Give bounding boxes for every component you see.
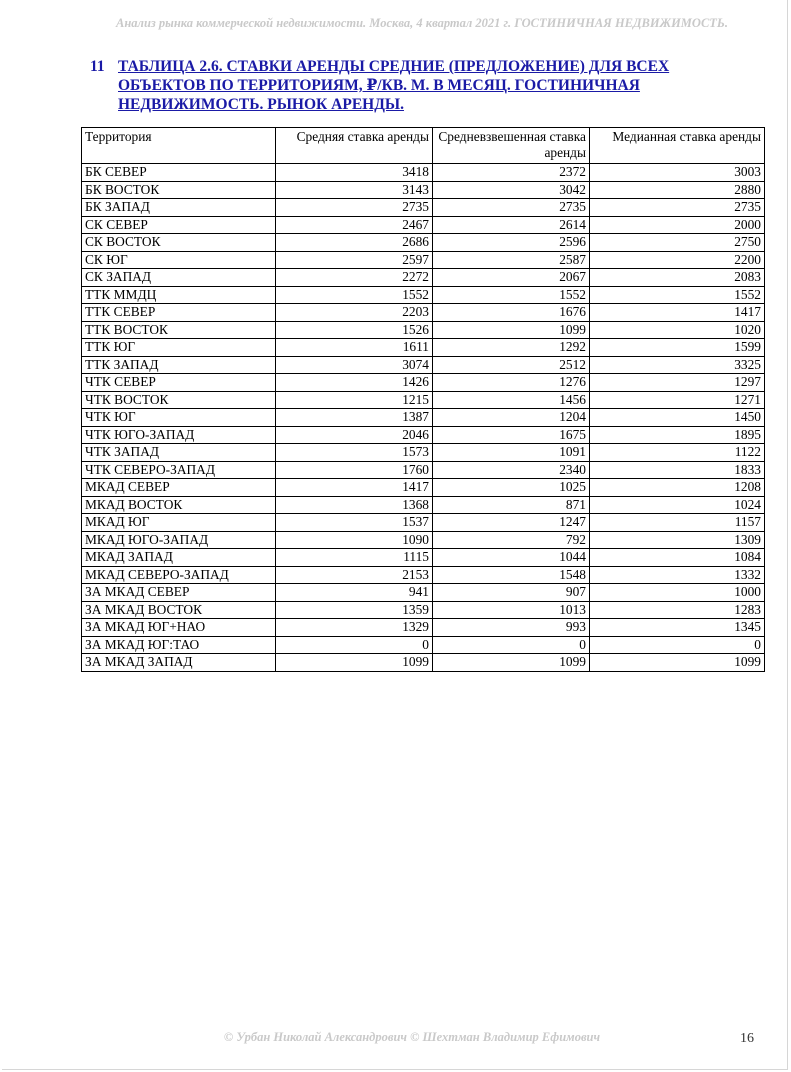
cell-average-rate: 1573	[276, 444, 433, 462]
cell-median-rate: 1450	[590, 409, 765, 427]
cell-median-rate: 1157	[590, 514, 765, 532]
cell-territory: ЧТК ЮГО-ЗАПАД	[82, 426, 276, 444]
table-row	[82, 251, 765, 269]
cell-weighted-rate: 1204	[433, 409, 590, 427]
cell-territory: БК ВОСТОК	[82, 181, 276, 199]
section-number: 11	[90, 58, 105, 75]
cell-weighted-rate: 1676	[433, 304, 590, 322]
cell-weighted-rate: 2512	[433, 356, 590, 374]
table-row	[82, 339, 765, 357]
cell-territory: СК ВОСТОК	[82, 234, 276, 252]
cell-territory: ЧТК ЗАПАД	[82, 444, 276, 462]
footer-copyright: © Урбан Николай Александрович © Шехтман Владимир Ефимович	[223, 1030, 601, 1044]
table-row	[82, 321, 765, 339]
cell-median-rate: 2735	[590, 199, 765, 217]
cell-median-rate: 1417	[590, 304, 765, 322]
table-row	[82, 426, 765, 444]
cell-territory: БК ЗАПАД	[82, 199, 276, 217]
cell-weighted-rate: 1099	[433, 654, 590, 672]
cell-average-rate: 2046	[276, 426, 433, 444]
page	[2, 0, 788, 1070]
cell-weighted-rate: 2340	[433, 461, 590, 479]
cell-median-rate: 1000	[590, 584, 765, 602]
cell-average-rate: 1426	[276, 374, 433, 392]
table-row	[82, 356, 765, 374]
table-row	[82, 216, 765, 234]
table-row	[82, 636, 765, 654]
column-header-average-rate: Средняя ставка аренды	[276, 128, 433, 164]
cell-weighted-rate: 2596	[433, 234, 590, 252]
cell-median-rate: 0	[590, 636, 765, 654]
cell-territory: ЗА МКАД ЗАПАД	[82, 654, 276, 672]
table-row	[82, 479, 765, 497]
cell-median-rate: 2200	[590, 251, 765, 269]
cell-weighted-rate: 1013	[433, 601, 590, 619]
cell-average-rate: 1611	[276, 339, 433, 357]
table-row	[82, 461, 765, 479]
cell-weighted-rate: 1091	[433, 444, 590, 462]
cell-median-rate: 1208	[590, 479, 765, 497]
table-row	[82, 391, 765, 409]
cell-average-rate: 1368	[276, 496, 433, 514]
cell-territory: ЧТК ВОСТОК	[82, 391, 276, 409]
cell-average-rate: 941	[276, 584, 433, 602]
cell-territory: ТТК СЕВЕР	[82, 304, 276, 322]
cell-average-rate: 3418	[276, 164, 433, 182]
cell-median-rate: 1332	[590, 566, 765, 584]
table-row	[82, 601, 765, 619]
cell-median-rate: 2880	[590, 181, 765, 199]
cell-median-rate: 1345	[590, 619, 765, 637]
table-row	[82, 164, 765, 182]
cell-territory: ЧТК СЕВЕРО-ЗАПАД	[82, 461, 276, 479]
cell-weighted-rate: 1247	[433, 514, 590, 532]
cell-average-rate: 2203	[276, 304, 433, 322]
cell-median-rate: 1297	[590, 374, 765, 392]
cell-weighted-rate: 0	[433, 636, 590, 654]
cell-median-rate: 1122	[590, 444, 765, 462]
cell-weighted-rate: 1552	[433, 286, 590, 304]
table-row	[82, 374, 765, 392]
cell-weighted-rate: 2735	[433, 199, 590, 217]
cell-average-rate: 1115	[276, 549, 433, 567]
cell-territory: МКАД СЕВЕРО-ЗАПАД	[82, 566, 276, 584]
cell-weighted-rate: 1456	[433, 391, 590, 409]
cell-weighted-rate: 1548	[433, 566, 590, 584]
cell-average-rate: 2597	[276, 251, 433, 269]
cell-average-rate: 2272	[276, 269, 433, 287]
cell-average-rate: 1526	[276, 321, 433, 339]
cell-weighted-rate: 1292	[433, 339, 590, 357]
cell-territory: ТТК ММДЦ	[82, 286, 276, 304]
section-title-text: ТАБЛИЦА 2.6. СТАВКИ АРЕНДЫ СРЕДНИЕ (ПРЕДЛОЖЕНИЕ) ДЛЯ ВСЕХ ОБЪЕКТОВ ПО ТЕРРИТОРИЯМ, ₽/КВ. М. В МЕСЯЦ. ГОСТИНИЧНАЯ НЕДВИЖИМОСТЬ. РЫНОК АРЕНДЫ.	[118, 58, 670, 113]
cell-weighted-rate: 3042	[433, 181, 590, 199]
cell-weighted-rate: 1276	[433, 374, 590, 392]
column-header-weighted-rate: Средневзвешенная ставка аренды	[433, 128, 590, 164]
table-row	[82, 549, 765, 567]
cell-territory: ЗА МКАД ЮГ+НАО	[82, 619, 276, 637]
cell-average-rate: 1329	[276, 619, 433, 637]
cell-territory: МКАД ЮГО-ЗАПАД	[82, 531, 276, 549]
table-body	[82, 164, 765, 672]
cell-average-rate: 2686	[276, 234, 433, 252]
cell-average-rate: 1417	[276, 479, 433, 497]
table-row	[82, 444, 765, 462]
cell-weighted-rate: 2614	[433, 216, 590, 234]
running-header: Анализ рынка коммерческой недвижимости. Москва, 4 квартал 2021 г. ГОСТИНИЧНАЯ НЕДВИЖИМОСТЬ.	[116, 16, 728, 30]
cell-average-rate: 1090	[276, 531, 433, 549]
cell-average-rate: 1552	[276, 286, 433, 304]
cell-territory: ЗА МКАД ВОСТОК	[82, 601, 276, 619]
table-row	[82, 619, 765, 637]
cell-average-rate: 1099	[276, 654, 433, 672]
cell-territory: СК ЗАПАД	[82, 269, 276, 287]
cell-territory: МКАД ВОСТОК	[82, 496, 276, 514]
table-row	[82, 584, 765, 602]
cell-territory: МКАД ЗАПАД	[82, 549, 276, 567]
cell-weighted-rate: 907	[433, 584, 590, 602]
cell-territory: ЗА МКАД ЮГ:ТАО	[82, 636, 276, 654]
cell-median-rate: 1895	[590, 426, 765, 444]
cell-average-rate: 1359	[276, 601, 433, 619]
cell-average-rate: 1215	[276, 391, 433, 409]
cell-territory: ЗА МКАД СЕВЕР	[82, 584, 276, 602]
cell-weighted-rate: 792	[433, 531, 590, 549]
cell-average-rate: 1760	[276, 461, 433, 479]
column-header-median-rate: Медианная ставка аренды	[590, 128, 765, 164]
cell-average-rate: 0	[276, 636, 433, 654]
cell-median-rate: 2000	[590, 216, 765, 234]
cell-median-rate: 1552	[590, 286, 765, 304]
cell-median-rate: 1099	[590, 654, 765, 672]
cell-median-rate: 1020	[590, 321, 765, 339]
cell-median-rate: 1833	[590, 461, 765, 479]
cell-weighted-rate: 1025	[433, 479, 590, 497]
cell-median-rate: 1599	[590, 339, 765, 357]
cell-median-rate: 3325	[590, 356, 765, 374]
cell-territory: МКАД ЮГ	[82, 514, 276, 532]
cell-territory: СК СЕВЕР	[82, 216, 276, 234]
table-row	[82, 304, 765, 322]
table-row	[82, 199, 765, 217]
cell-weighted-rate: 1675	[433, 426, 590, 444]
cell-median-rate: 1024	[590, 496, 765, 514]
cell-territory: ТТК ЮГ	[82, 339, 276, 357]
cell-weighted-rate: 1099	[433, 321, 590, 339]
cell-territory: МКАД СЕВЕР	[82, 479, 276, 497]
cell-territory: ЧТК СЕВЕР	[82, 374, 276, 392]
table-row	[82, 566, 765, 584]
section-title	[90, 57, 730, 114]
cell-territory: СК ЮГ	[82, 251, 276, 269]
cell-weighted-rate: 871	[433, 496, 590, 514]
cell-median-rate: 1271	[590, 391, 765, 409]
table-row	[82, 531, 765, 549]
table-row	[82, 269, 765, 287]
page-number: 16	[740, 1031, 754, 1046]
cell-average-rate: 3143	[276, 181, 433, 199]
cell-weighted-rate: 993	[433, 619, 590, 637]
table-header-row	[82, 128, 765, 164]
cell-median-rate: 1309	[590, 531, 765, 549]
cell-average-rate: 1387	[276, 409, 433, 427]
table-row	[82, 514, 765, 532]
table-row	[82, 654, 765, 672]
table-row	[82, 234, 765, 252]
cell-weighted-rate: 1044	[433, 549, 590, 567]
table-row	[82, 286, 765, 304]
cell-weighted-rate: 2587	[433, 251, 590, 269]
cell-average-rate: 2467	[276, 216, 433, 234]
cell-median-rate: 2750	[590, 234, 765, 252]
cell-territory: БК СЕВЕР	[82, 164, 276, 182]
cell-average-rate: 2153	[276, 566, 433, 584]
cell-territory: ТТК ВОСТОК	[82, 321, 276, 339]
cell-median-rate: 3003	[590, 164, 765, 182]
cell-median-rate: 1283	[590, 601, 765, 619]
cell-average-rate: 3074	[276, 356, 433, 374]
table-row	[82, 496, 765, 514]
column-header-territory: Территория	[82, 128, 276, 164]
table-row	[82, 409, 765, 427]
cell-weighted-rate: 2067	[433, 269, 590, 287]
cell-average-rate: 2735	[276, 199, 433, 217]
cell-weighted-rate: 2372	[433, 164, 590, 182]
cell-median-rate: 1084	[590, 549, 765, 567]
cell-average-rate: 1537	[276, 514, 433, 532]
cell-territory: ЧТК ЮГ	[82, 409, 276, 427]
cell-median-rate: 2083	[590, 269, 765, 287]
table-row	[82, 181, 765, 199]
rent-rates-table	[81, 127, 765, 672]
cell-territory: ТТК ЗАПАД	[82, 356, 276, 374]
